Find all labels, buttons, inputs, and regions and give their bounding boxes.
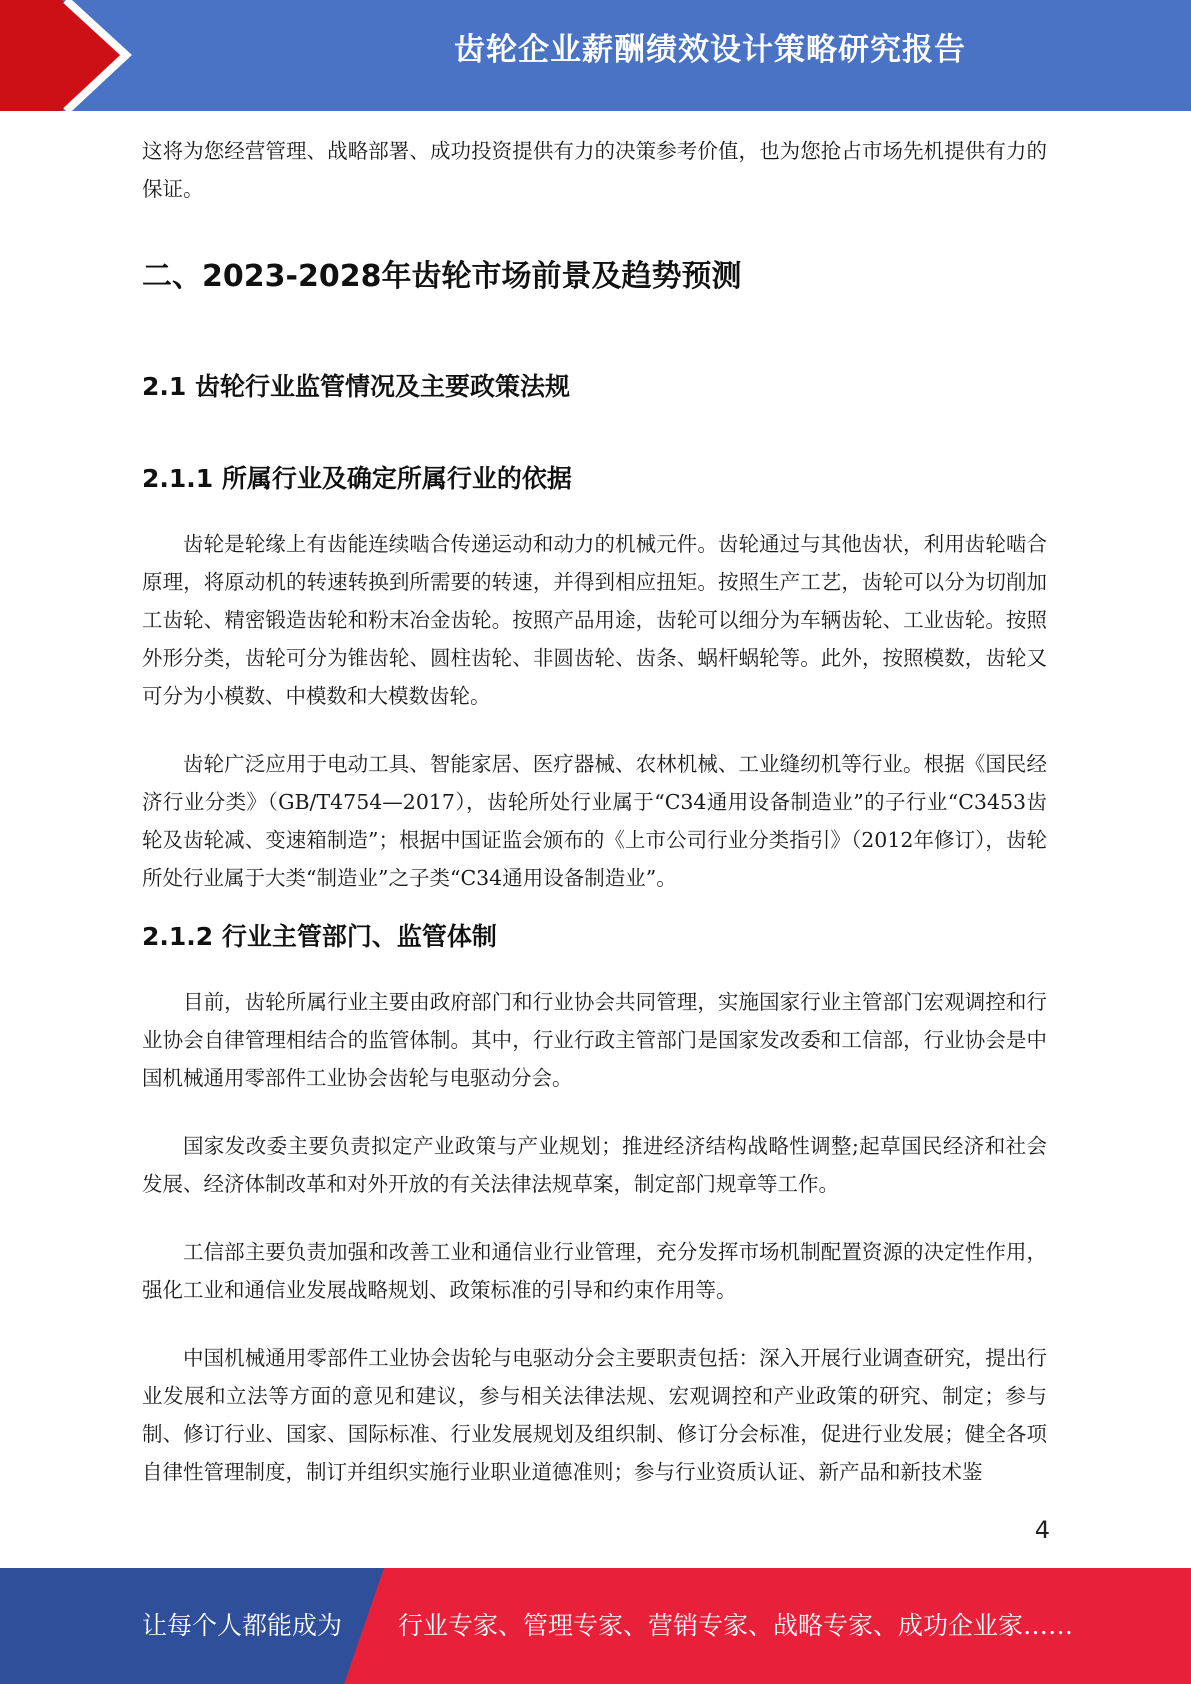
paragraph: 中国机械通用零部件工业协会齿轮与电驱动分会主要职责包括：深入开展行业调查研究，提出行业发展和立法等方面的意见和建议，参与相关法律法规、宏观调控和产业政策的研究、制定；参与制、修订行业、国家、国际标准、行业发展规划及组织制、修订分会标准，促进行业发展；健全各项自律性管理制度，制订并组织实施行业职业道德准则；参与行业资质认证、新产品和新技术鉴 [142, 1346, 1047, 1484]
footer-slogan-left: 让每个人都能成为 [142, 1611, 343, 1640]
paragraph: 目前，齿轮所属行业主要由政府部门和行业协会共同管理，实施国家行业主管部门宏观调控和行业协会自律管理相结合的监管体制。其中，行业行政主管部门是国家发改委和工信部，行业协会是中国机械通用零部件工业协会齿轮与电驱动分会。 [142, 990, 1047, 1090]
subsubsection-heading-2: 2.1.2 行业主管部门、监管体制 [142, 922, 497, 951]
paragraph: 齿轮是轮缘上有齿能连续啮合传递运动和动力的机械元件。齿轮通过与其他齿状，利用齿轮啮合原理，将原动机的转速转换到所需要的转速，并得到相应扭矩。按照生产工艺，齿轮可以分为切削加工齿轮、精密锻造齿轮和粉末冶金齿轮。按照产品用途，齿轮可以细分为车辆齿轮、工业齿轮。按照外形分类，齿轮可分为锥齿轮、圆柱齿轮、非圆齿轮、齿条、蜗杆蜗轮等。此外，按照模数，齿轮又可分为小模数、中模数和大模数齿轮。 [142, 532, 1047, 708]
header-banner [0, 0, 1191, 111]
header-arrow-decoration [0, 0, 160, 111]
page-content [142, 132, 1047, 1491]
section-heading: 二、2023-2028年齿轮市场前景及趋势预测 [142, 259, 742, 294]
report-title: 齿轮企业薪酬绩效设计策略研究报告 [454, 32, 966, 68]
subsection-heading: 2.1 齿轮行业监管情况及主要政策法规 [142, 372, 570, 401]
footer-slogan-right: 行业专家、管理专家、营销专家、战略专家、成功企业家…… [398, 1611, 1074, 1640]
page-number: 4 [1034, 1516, 1050, 1544]
subsubsection-heading-1: 2.1.1 所属行业及确定所属行业的依据 [142, 464, 572, 493]
paragraph: 工信部主要负责加强和改善工业和通信业行业管理，充分发挥市场机制配置资源的决定性作用，强化工业和通信业发展战略规划、政策标准的引导和约束作用等。 [142, 1240, 1047, 1302]
paragraph: 齿轮广泛应用于电动工具、智能家居、医疗器械、农林机械、工业缝纫机等行业。根据《国民经济行业分类》（GB/T4754—2017），齿轮所处行业属于“C34通用设备制造业”的子行业“C3453齿轮及齿轮减、变速箱制造”；根据中国证监会颁布的《上市公司行业分类指引》（2012年修订），齿轮所处行业属于大类“制造业”之子类“C34通用设备制造业”。 [142, 752, 1047, 890]
paragraph: 国家发改委主要负责拟定产业政策与产业规划；推进经济结构战略性调整;起草国民经济和社会发展、经济体制改革和对外开放的有关法律法规草案，制定部门规章等工作。 [142, 1134, 1047, 1196]
footer-banner [0, 1568, 1191, 1684]
intro-paragraph: 这将为您经营管理、战略部署、成功投资提供有力的决策参考价值，也为您抢占市场先机提供有力的保证。 [142, 139, 1047, 201]
